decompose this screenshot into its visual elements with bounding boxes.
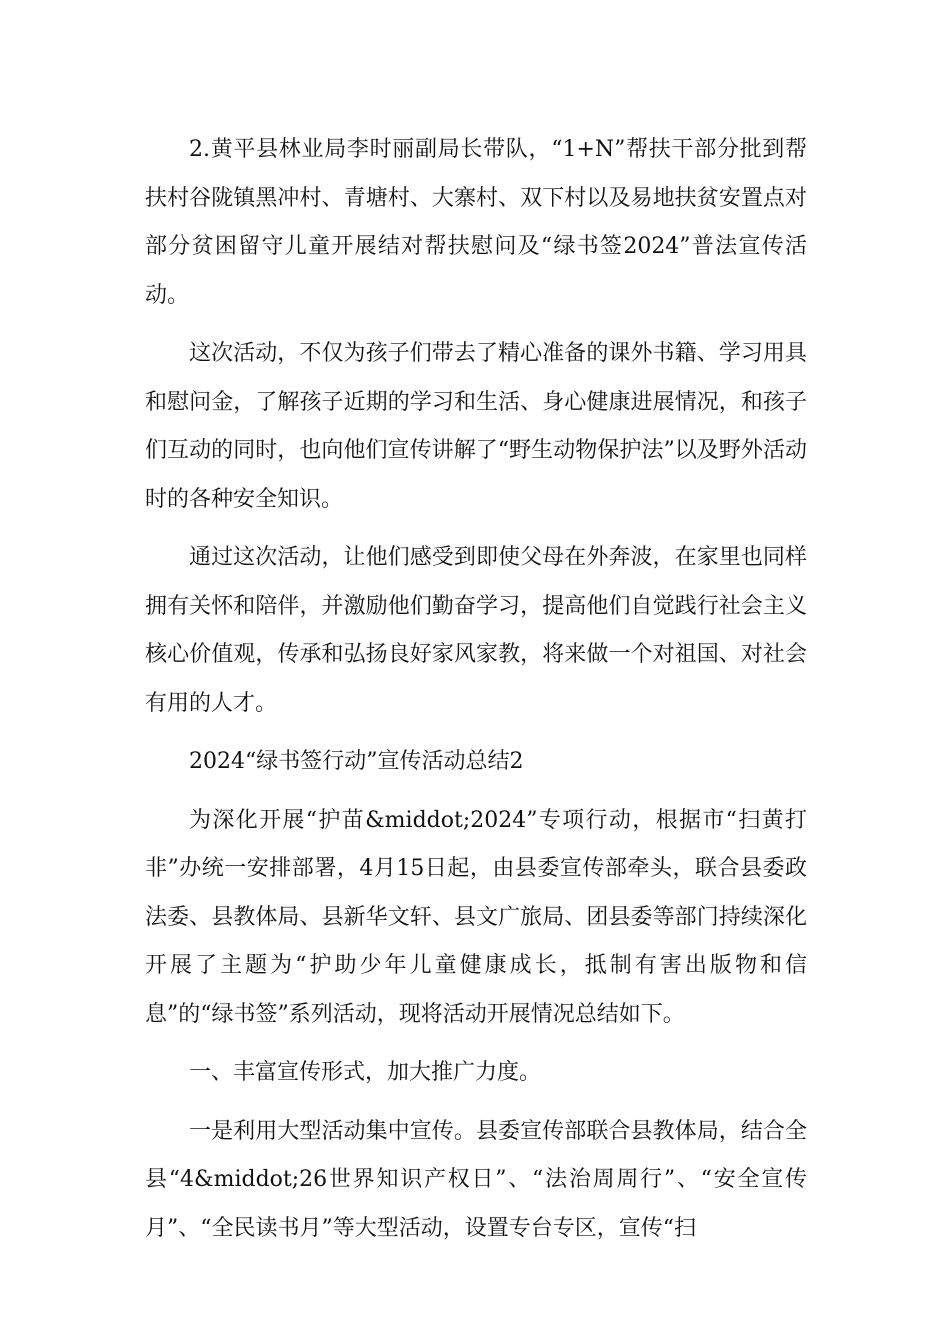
paragraph: 一、丰富宣传形式，加大推广力度。	[189, 1060, 542, 1085]
paragraph: 2.黄平县林业局李时丽副局长带队，“1+N”帮扶干部分批到帮扶村谷陇镇黑冲村、青塘村、大寨村、双下村以及易地扶贫安置点对部分贫困留守儿童开展结对帮扶慰问及“绿书签2024”普法宣传活动。	[145, 137, 807, 308]
document-page	[145, 126, 807, 1263]
section-title: 2024“绿书签行动”宣传活动总结2	[189, 749, 524, 774]
paragraph: 为深化开展“护苗&middot;2024”专项行动，根据市“扫黄打非”办统一安排部署，4月15日起，由县委宣传部牵头，联合县委政法委、县教体局、县新华文轩、县文广旅局、团县委等部门持续深化开展了主题为“护助少年儿童健康成长，抵制有害出版物和信息”的“绿书签”系列活动，现将活动开展情况总结如下。	[145, 807, 807, 1027]
paragraph: 这次活动，不仅为孩子们带去了精心准备的课外书籍、学习用具和慰问金，了解孩子近期的学习和生活、身心健康进展情况，和孩子们互动的同时，也向他们宣传讲解了“野生动物保护法”以及野外活动时的各种安全知识。	[145, 341, 807, 512]
paragraph: 一是利用大型活动集中宣传。县委宣传部联合县教体局，结合全县“4&middot;26世界知识产权日”、“法治周周行”、“安全宣传月”、“全民读书月”等大型活动，设置专台专区，宣传“扫	[145, 1118, 807, 1241]
paragraph: 通过这次活动，让他们感受到即使父母在外奔波，在家里也同样拥有关怀和陪伴，并激励他们勤奋学习，提高他们自觉践行社会主义核心价值观，传承和弘扬良好家风家教，将来做一个对祖国、对社会有用的人才。	[145, 545, 807, 716]
